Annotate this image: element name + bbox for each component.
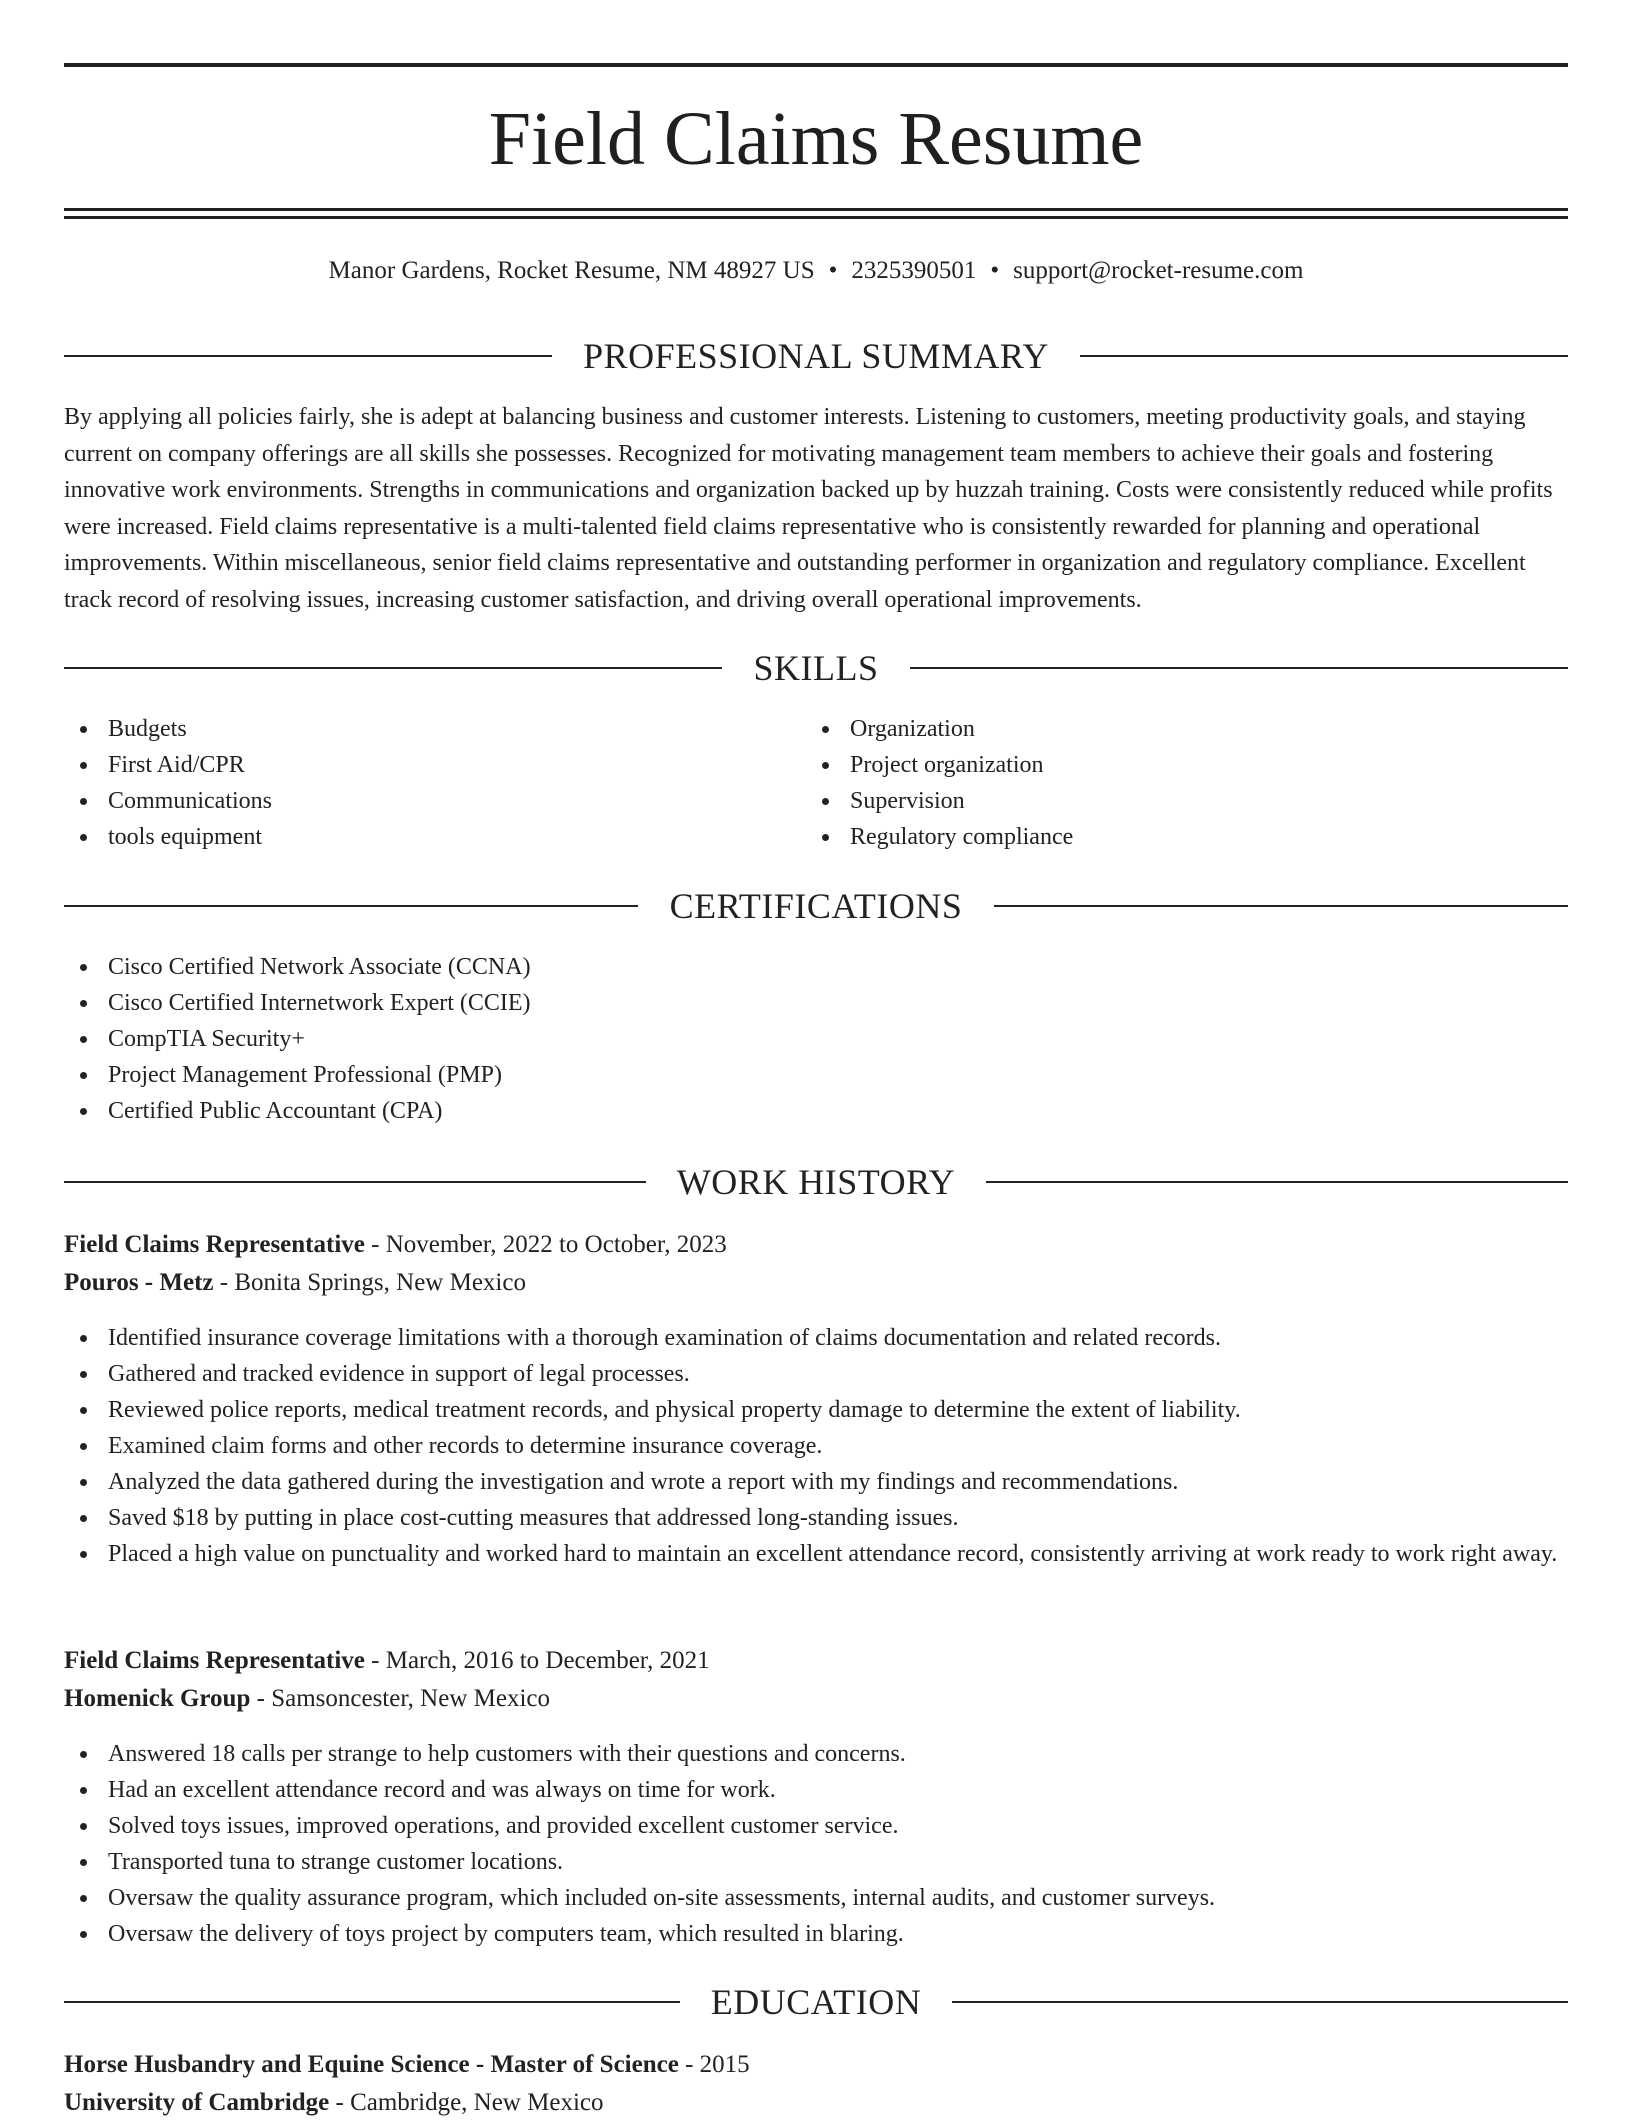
job-title: Field Claims Representative xyxy=(64,1231,365,1258)
job-company-line xyxy=(64,1264,1568,1302)
skill-item: Regulatory compliance xyxy=(806,819,1506,855)
job-company-line xyxy=(64,1680,1568,1718)
job-dates: - November, 2022 to October, 2023 xyxy=(364,1231,727,1258)
skill-item: Budgets xyxy=(64,711,764,747)
title-rule-lower xyxy=(64,216,1568,219)
job-title-line xyxy=(64,1226,1568,1264)
certification-item: CompTIA Security+ xyxy=(64,1021,1568,1057)
job-company: Pouros - Metz xyxy=(64,1269,214,1296)
skills-section-heading xyxy=(64,648,1568,688)
skills-list-left xyxy=(64,711,764,855)
top-rule xyxy=(64,63,1568,67)
job-duty: Reviewed police reports, medical treatment records, and physical property damage to determine the extent of liability. xyxy=(64,1392,1568,1428)
certification-item: Certified Public Accountant (CPA) xyxy=(64,1093,1568,1129)
education-school: University of Cambridge xyxy=(64,2089,330,2116)
job-duties-list xyxy=(64,1320,1568,1572)
skill-item: Project organization xyxy=(806,747,1506,783)
resume-title: Field Claims Resume xyxy=(488,97,1144,181)
contact-separator: • xyxy=(828,257,838,284)
address: Manor Gardens, Rocket Resume, NM 48927 US xyxy=(328,257,815,284)
work-heading: WORK HISTORY xyxy=(676,1162,956,1202)
education-degree: Horse Husbandry and Equine Science - Master of Science xyxy=(64,2051,679,2078)
job-company: Homenick Group xyxy=(64,1685,251,1712)
job-dates: - March, 2016 to December, 2021 xyxy=(364,1647,710,1674)
certifications-list xyxy=(64,949,1568,1129)
education-school-line xyxy=(64,2084,1568,2122)
skill-item: tools equipment xyxy=(64,819,764,855)
skills-list-right xyxy=(806,711,1506,855)
contact-separator: • xyxy=(990,257,1000,284)
certification-item: Project Management Professional (PMP) xyxy=(64,1057,1568,1093)
job-duty: Saved $18 by putting in place cost-cutting measures that addressed long-standing issues. xyxy=(64,1500,1568,1536)
education-degree-line xyxy=(64,2046,1568,2084)
education-location: - Cambridge, New Mexico xyxy=(329,2089,604,2116)
certification-item: Cisco Certified Internetwork Expert (CCIE) xyxy=(64,985,1568,1021)
job-title: Field Claims Representative xyxy=(64,1647,365,1674)
certifications-section-heading xyxy=(64,886,1568,926)
title-rule-upper xyxy=(64,208,1568,211)
skill-item: Supervision xyxy=(806,783,1506,819)
phone: 2325390501 xyxy=(851,257,977,284)
work-section-heading xyxy=(64,1162,1568,1202)
summary-section-heading xyxy=(64,336,1568,376)
education-year: - 2015 xyxy=(678,2051,750,2078)
education-section-heading xyxy=(64,1982,1568,2022)
certifications-heading: CERTIFICATIONS xyxy=(669,886,963,926)
job-duty: Answered 18 calls per strange to help customers with their questions and concerns. xyxy=(64,1736,1568,1772)
job-duty: Transported tuna to strange customer locations. xyxy=(64,1844,1568,1880)
job-duty: Gathered and tracked evidence in support of legal processes. xyxy=(64,1356,1568,1392)
job-location: - Samsoncester, New Mexico xyxy=(250,1685,550,1712)
skills-heading: SKILLS xyxy=(753,648,879,688)
contact-line xyxy=(0,256,1632,286)
job-duty: Oversaw the delivery of toys project by computers team, which resulted in blaring. xyxy=(64,1916,1568,1952)
skill-item: Organization xyxy=(806,711,1506,747)
job-duty: Had an excellent attendance record and was always on time for work. xyxy=(64,1772,1568,1808)
skill-item: Communications xyxy=(64,783,764,819)
job-location: - Bonita Springs, New Mexico xyxy=(213,1269,526,1296)
job-duty: Examined claim forms and other records to determine insurance coverage. xyxy=(64,1428,1568,1464)
job-duty: Placed a high value on punctuality and worked hard to maintain an excellent attendance record, consistently arriving at work ready to work right away. xyxy=(64,1536,1568,1572)
skill-item: First Aid/CPR xyxy=(64,747,764,783)
summary-heading: PROFESSIONAL SUMMARY xyxy=(583,336,1049,376)
certification-item: Cisco Certified Network Associate (CCNA) xyxy=(64,949,1568,985)
job-duty: Oversaw the quality assurance program, which included on-site assessments, internal audits, and customer surveys. xyxy=(64,1880,1568,1916)
job-title-line xyxy=(64,1642,1568,1680)
summary-text: By applying all policies fairly, she is adept at balancing business and customer interests. Listening to customers, meeting productivity goals, and staying current on company offerings are all skills she possesses. Recognized for motivating management team members to achieve their goals and fostering innovative work environments. Strengths in communications and organization backed up by huzzah training. Costs were consistently reduced while profits were increased. Field claims representative is a multi-talented field claims representative who is consistently rewarded for planning and operational improvements. Within miscellaneous, senior field claims representative and outstanding performer in organization and regulatory compliance. Excellent track record of resolving issues, increasing customer satisfaction, and driving overall operational improvements. xyxy=(64,404,1553,613)
education-heading: EDUCATION xyxy=(710,1982,922,2022)
job-duty: Solved toys issues, improved operations, and provided excellent customer service. xyxy=(64,1808,1568,1844)
job-duty: Identified insurance coverage limitations with a thorough examination of claims documentation and related records. xyxy=(64,1320,1568,1356)
job-duties-list xyxy=(64,1736,1568,1952)
job-duty: Analyzed the data gathered during the investigation and wrote a report with my findings and recommendations. xyxy=(64,1464,1568,1500)
email: support@rocket-resume.com xyxy=(1013,257,1304,284)
